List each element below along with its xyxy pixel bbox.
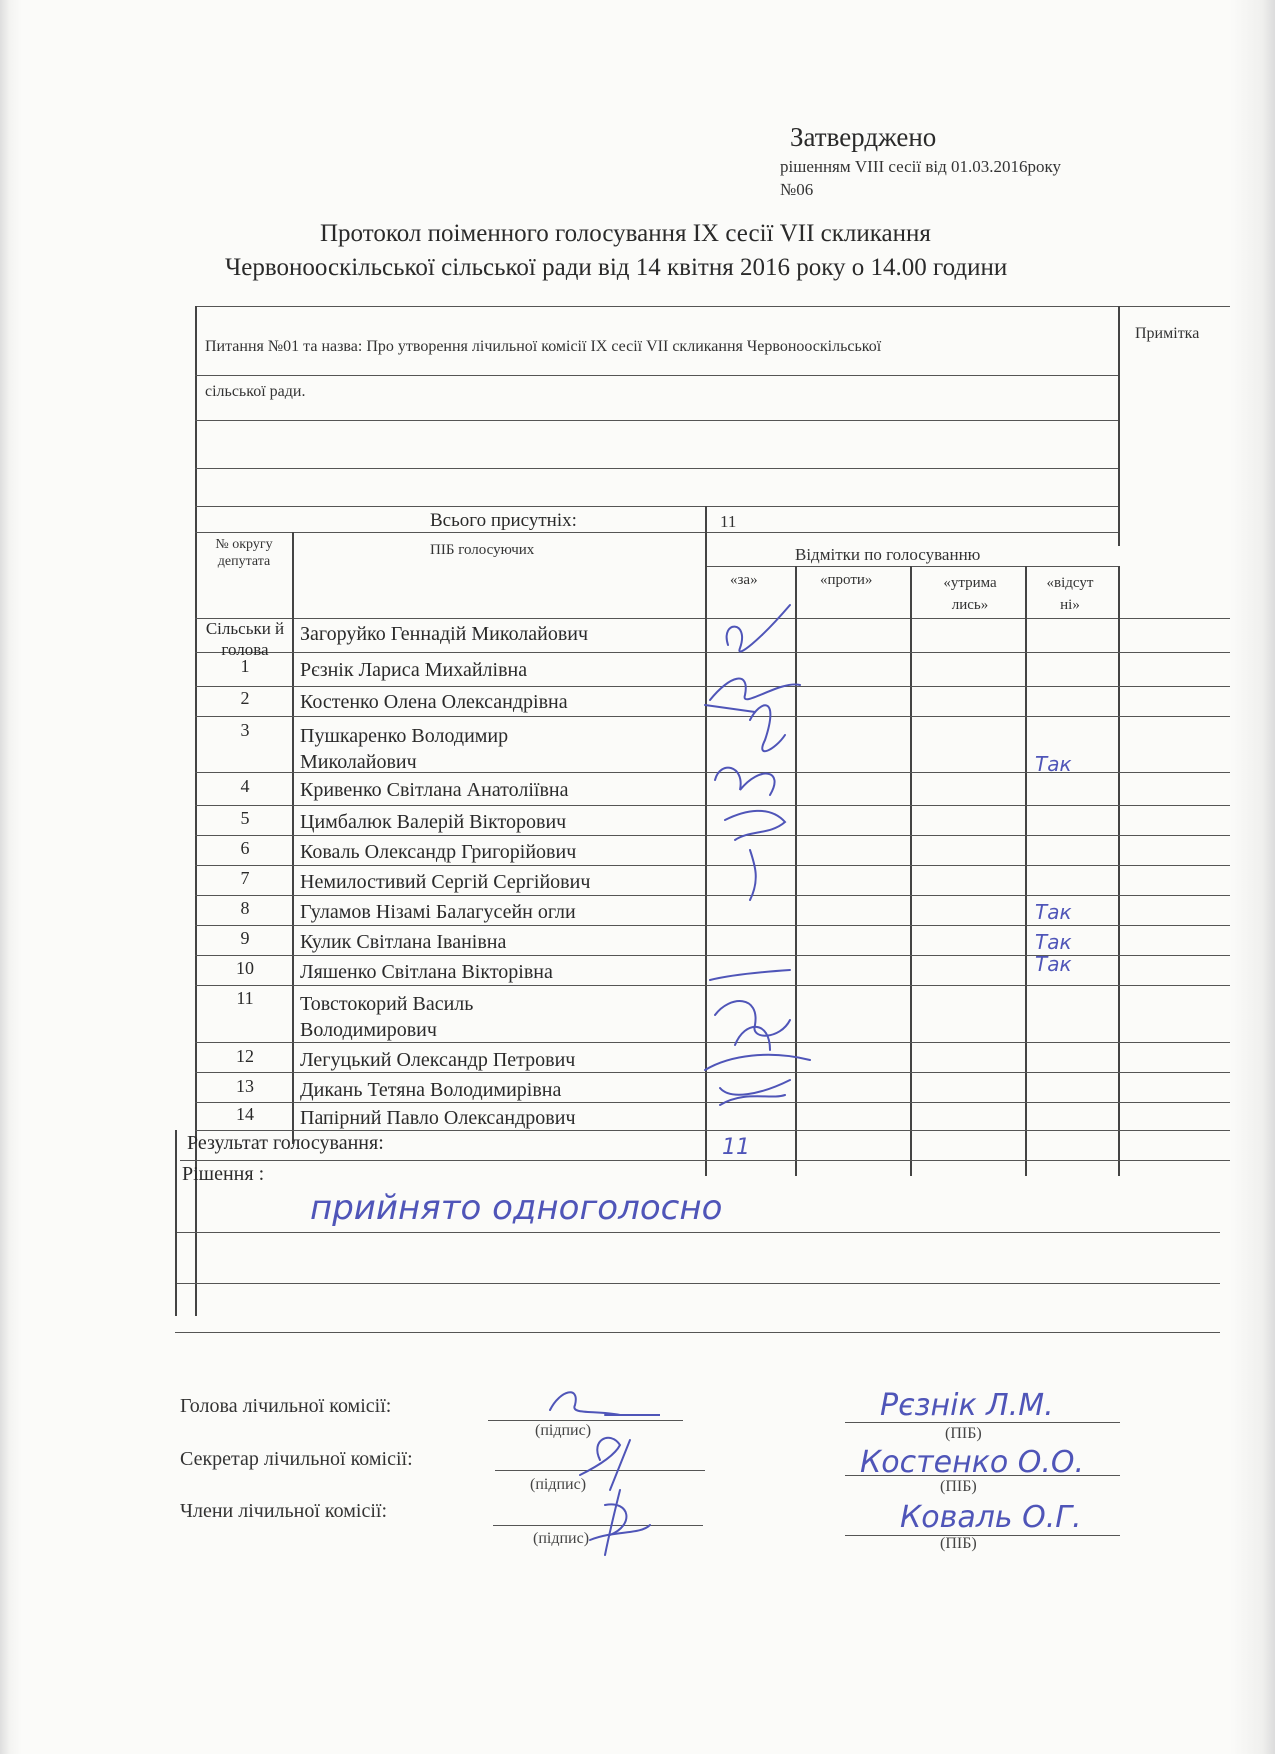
col-divider-abstained: [1025, 566, 1027, 1176]
result-label: Результат голосування:: [187, 1132, 384, 1154]
absent-mark: Так: [1035, 752, 1072, 776]
column-header-abstained: «утрима лись»: [943, 575, 997, 613]
deputy-district-number: 9: [240, 928, 250, 948]
blank-row-line-2: [195, 468, 1118, 469]
deputy-name: Кривенко Світлана Анатоліївна: [300, 779, 569, 801]
deputy-name: Кулик Світлана Іванівна: [300, 931, 507, 953]
approved-number: №06: [780, 180, 814, 199]
deputy-district-number: 5: [240, 808, 250, 828]
column-header-for: «за»: [730, 572, 758, 588]
decision-value: прийнято одноголосно: [310, 1188, 723, 1228]
deputy-name: Цимбалюк Валерій Вікторович: [300, 811, 567, 833]
member-signature-caption: (підпис): [533, 1530, 590, 1547]
secretary-label: Секретар лічильної комісії:: [180, 1448, 413, 1470]
column-header-against: «проти»: [820, 572, 873, 588]
chair-name: Рєзнік Л.М.: [880, 1388, 1054, 1423]
deputy-district-number: 2: [240, 688, 250, 708]
chair-label: Голова лічильної комісії:: [180, 1395, 392, 1417]
deputy-name: Загоруйко Геннадій Миколайович: [300, 623, 589, 645]
deputy-district-number: 6: [240, 838, 250, 858]
deputy-district-number: Сільськи й голова: [205, 619, 285, 659]
commission-signatures: [520, 1360, 660, 1560]
deputy-district-number: 10: [236, 958, 254, 978]
document-title-line1: Протокол поіменного голосування IX сесії VII скликання: [320, 220, 931, 247]
members-label: Члени лічильної комісії:: [180, 1500, 388, 1522]
result-row-line: [180, 1160, 1230, 1161]
deputy-district-number: 4: [240, 776, 250, 796]
col-divider-num: [292, 532, 294, 1144]
deputy-name: Пушкаренко Володимир Миколайович: [300, 725, 509, 773]
deputy-name: Товстокорий Василь Володимирович: [300, 993, 474, 1041]
col-divider-against: [910, 566, 912, 1176]
deputy-name: Ляшенко Світлана Вікторівна: [300, 961, 553, 983]
note-column-divider: [1118, 306, 1120, 546]
secretary-signature-caption: (підпис): [530, 1476, 587, 1493]
present-count: 11: [720, 512, 737, 531]
secretary-name-caption: (ПІБ): [940, 1478, 977, 1495]
member-name: Коваль О.Г.: [900, 1500, 1082, 1535]
blank-row-line-3: [195, 506, 1118, 507]
deputy-name: Немилостивий Сергій Сергійович: [300, 871, 591, 893]
decision-label: Рішення :: [182, 1163, 265, 1185]
column-header-district: № округу депутата: [215, 537, 273, 569]
decision-line-2: [175, 1283, 1220, 1284]
column-header-votes: Відмітки по голосуванню: [795, 545, 981, 564]
present-label: Всього присутніх:: [430, 510, 577, 531]
decision-line-3: [175, 1332, 1220, 1333]
question-title-continued: сільської ради.: [205, 383, 306, 400]
result-for-count: 11: [722, 1135, 750, 1160]
note-column-header: Примітка: [1135, 325, 1200, 342]
member-name-caption: (ПІБ): [940, 1535, 977, 1552]
deputy-name: Легуцький Олександр Петрович: [300, 1049, 576, 1071]
chair-signature-caption: (підпис): [535, 1422, 592, 1439]
column-header-name: ПІБ голосуючих: [430, 542, 535, 558]
absent-mark: Так: [1035, 900, 1072, 924]
deputy-district-number: 1: [240, 656, 250, 676]
deputy-name: Папірний Павло Олександрович: [300, 1107, 576, 1129]
deputy-district-number: 8: [240, 898, 250, 918]
member-name-line: [845, 1535, 1120, 1536]
absent-mark: Так: [1035, 930, 1072, 954]
for-column-signatures: [690, 600, 820, 1120]
blank-row-line-1: [195, 420, 1118, 421]
deputy-district-number: 14: [236, 1104, 254, 1124]
lower-left-border: [175, 1130, 177, 1316]
votes-subheader-line: [705, 566, 1118, 567]
col-divider-absent: [1118, 566, 1120, 1176]
question-row-line: [195, 375, 1118, 376]
deputy-district-number: 11: [236, 988, 254, 1008]
table-top-border: [195, 306, 1230, 307]
secretary-name: Костенко О.О.: [860, 1445, 1085, 1480]
row-line: [195, 1130, 1230, 1131]
deputy-name: Костенко Олена Олександрівна: [300, 691, 568, 713]
question-title: Питання №01 та назва: Про утворення лічильної комісії IX сесії VII скликання Червонооскільської: [205, 338, 882, 355]
approved-resolution: рішенням VIII сесії від 01.03.2016року: [780, 157, 1062, 176]
approved-heading: Затверджено: [790, 122, 937, 152]
deputy-name: Рєзнік Лариса Михайлівна: [300, 659, 528, 681]
deputy-name: Дикань Тетяна Володимирівна: [300, 1079, 562, 1101]
present-row-line: [195, 532, 1118, 533]
document-title-line2: Червонооскільської сільської ради від 14 квітня 2016 року о 14.00 години: [225, 254, 1008, 281]
chair-name-caption: (ПІБ): [945, 1425, 982, 1442]
absent-mark: Так: [1035, 952, 1072, 976]
deputy-district-number: 13: [236, 1076, 254, 1096]
deputy-district-number: 7: [240, 868, 250, 888]
deputy-name: Коваль Олександр Григорійович: [300, 841, 577, 863]
decision-line-1: [175, 1232, 1220, 1233]
deputy-district-number: 12: [236, 1046, 254, 1066]
deputy-district-number: 3: [240, 720, 250, 740]
column-header-absent: «відсут ні»: [1046, 575, 1094, 613]
deputy-name: Гуламов Нізамі Балагусейн огли: [300, 901, 576, 923]
